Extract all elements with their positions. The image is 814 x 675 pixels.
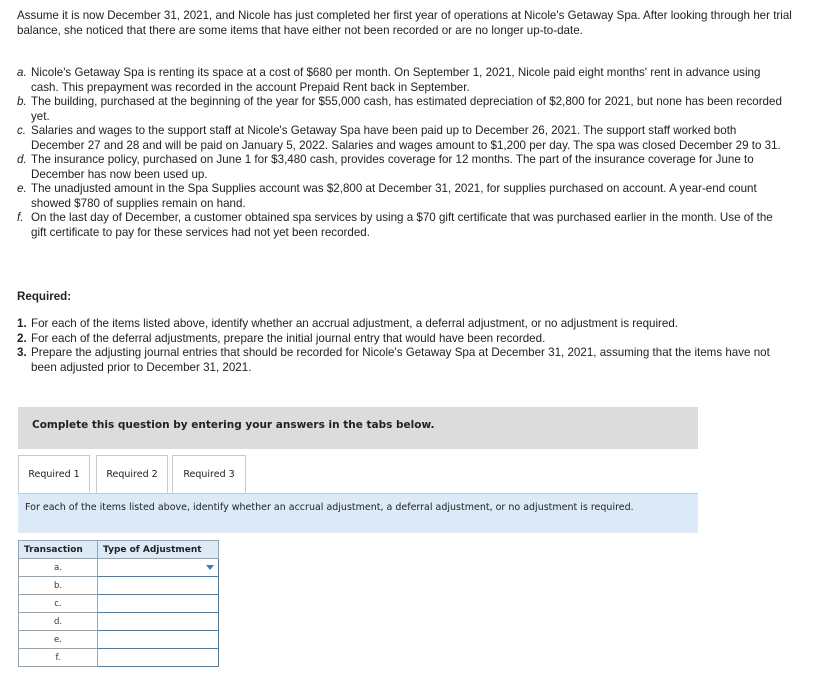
tab-panel-instructions: For each of the items listed above, identify whether an accrual adjustment, a deferral adjustment, or no adjustment is required. [18,493,698,533]
item-label: a. [17,66,27,79]
table-row [19,613,219,631]
transaction-label: f. [19,649,98,667]
item-text: Salaries and wages to the support staff at Nicole's Getaway Spa have been paid up to December 26, 2021. The support staff worked both December 27 and 28 and will be paid on January 5, 2022. Salaries and wages amount to $1,200 per day. The spa was closed December 29 to 31. [31,124,781,152]
requirement-text: For each of the items listed above, identify whether an accrual adjustment, a deferral adjustment, or no adjustment is required. [31,317,679,330]
requirement-item [17,332,777,347]
list-item [17,182,787,211]
item-text: On the last day of December, a customer obtained spa services by using a $70 gift certificate that was purchased earlier in the month. Use of the gift certificate to pay for these services had not yet been recorded. [31,211,773,239]
item-list [17,66,787,240]
tab-required-3[interactable]: Required 3 [172,455,246,493]
instruction-banner: Complete this question by entering your answers in the tabs below. [18,407,698,449]
item-label: f. [17,211,24,224]
transaction-label: e. [19,631,98,649]
transaction-label: d. [19,613,98,631]
list-item [17,153,787,182]
requirement-number: 2. [17,331,27,345]
chevron-down-icon[interactable] [206,565,214,570]
required-heading: Required: [17,290,72,303]
transaction-label: a. [19,559,98,577]
adjustment-type-select[interactable] [98,631,219,649]
table-row [19,595,219,613]
transaction-label: b. [19,577,98,595]
item-label: e. [17,182,27,195]
requirements-list [17,317,777,375]
item-label: c. [17,124,27,137]
table-row [19,559,219,577]
column-header-transaction: Transaction [19,541,98,559]
item-label: d. [17,153,27,166]
requirement-item [17,317,777,332]
requirement-text: Prepare the adjusting journal entries that should be recorded for Nicole's Getaway Spa at December 31, 2021, assuming that the items have not been adjusted prior to December 31, 2021. [31,346,770,374]
adjustment-table [18,540,219,667]
item-text: The unadjusted amount in the Spa Supplies account was $2,800 at December 31, 2021, for supplies purchased on account. A year-end count showed $780 of supplies remain on hand. [31,182,757,210]
adjustment-type-select[interactable] [98,595,219,613]
requirement-number: 3. [17,346,27,359]
column-header-type: Type of Adjustment [98,541,219,559]
list-item [17,211,787,240]
table-row [19,631,219,649]
requirement-number: 1. [17,317,27,330]
intro-paragraph: Assume it is now December 31, 2021, and Nicole has just completed her first year of operations at Nicole's Getaway Spa. After looking through her trial balance, she noticed that there are some items that have either not been recorded or are no longer up-to-date. [17,9,792,37]
requirement-item [17,346,777,375]
item-text: Nicole's Getaway Spa is renting its space at a cost of $680 per month. On September 1, 2021, Nicole paid eight months' rent in advance using cash. This prepayment was recorded in the account Prepaid Rent back in September. [31,66,761,94]
list-item [17,124,787,153]
list-item [17,66,787,95]
table-row [19,649,219,667]
adjustment-type-select[interactable] [98,559,219,577]
transaction-label: c. [19,595,98,613]
tab-required-2[interactable]: Required 2 [96,455,168,493]
item-text: The building, purchased at the beginning of the year for $55,000 cash, has estimated depreciation of $2,800 for 2021, but none has been recorded yet. [31,95,782,123]
adjustment-type-select[interactable] [98,649,219,667]
adjustment-type-select[interactable] [98,577,219,595]
requirement-text: For each of the deferral adjustments, prepare the initial journal entry that would have been recorded. [31,331,546,345]
item-text: The insurance policy, purchased on June 1 for $3,480 cash, provides coverage for 12 months. The part of the insurance coverage for June to December has now been used up. [31,153,754,181]
tab-required-1[interactable]: Required 1 [18,455,90,493]
table-row [19,577,219,595]
adjustment-type-select[interactable] [98,613,219,631]
list-item [17,95,787,124]
item-label: b. [17,95,27,108]
